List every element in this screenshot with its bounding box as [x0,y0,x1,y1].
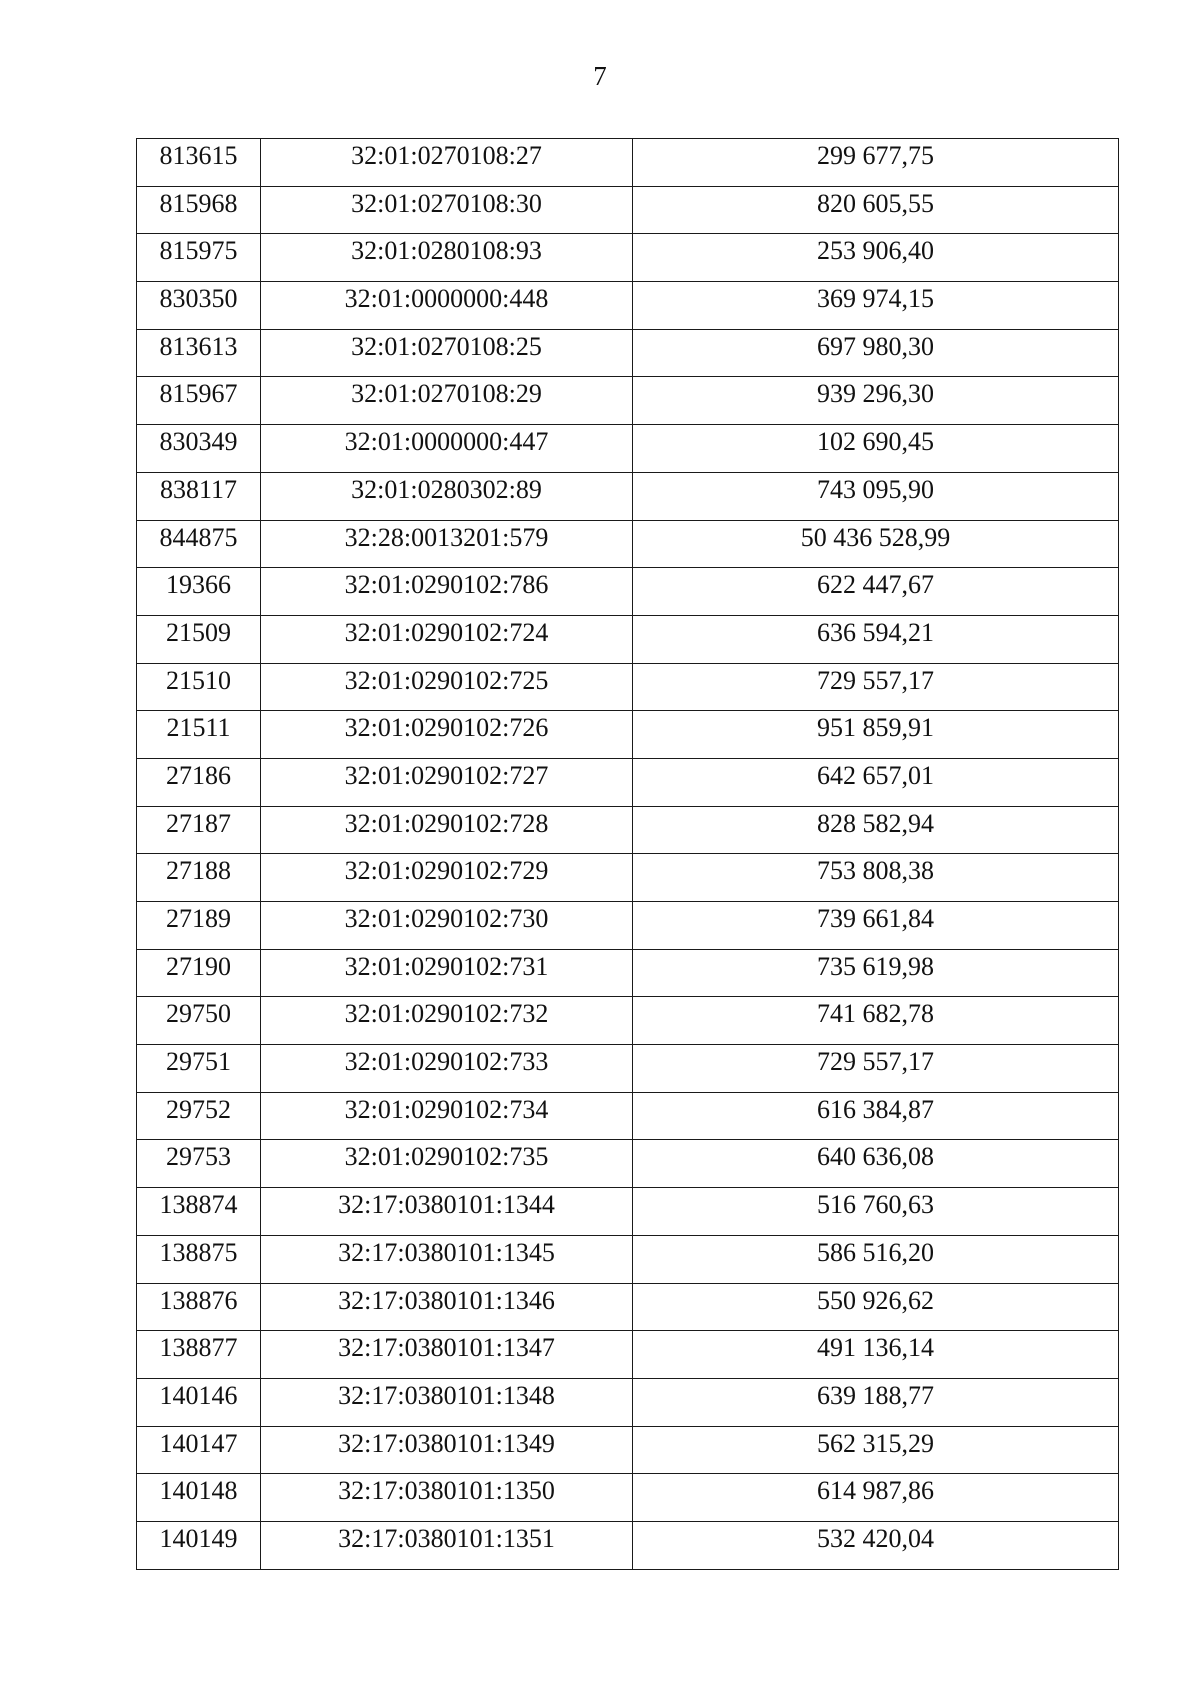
table-row [137,949,1119,997]
cadastral-number-cell: 32:17:0380101:1347 [261,1331,633,1379]
object-id-cell: 815968 [137,186,261,234]
table-row [137,1474,1119,1522]
value-cell: 729 557,17 [633,1045,1119,1093]
cadastral-number-cell: 32:01:0290102:724 [261,615,633,663]
value-cell: 369 974,15 [633,282,1119,330]
object-id-cell: 19366 [137,568,261,616]
cadastral-number-cell: 32:28:0013201:579 [261,520,633,568]
value-cell: 640 636,08 [633,1140,1119,1188]
object-id-cell: 29751 [137,1045,261,1093]
cadastral-number-cell: 32:01:0280302:89 [261,472,633,520]
page-number: 7 [593,61,607,91]
value-cell: 253 906,40 [633,234,1119,282]
value-cell: 516 760,63 [633,1188,1119,1236]
value-cell: 729 557,17 [633,663,1119,711]
table-row [137,568,1119,616]
value-cell: 562 315,29 [633,1426,1119,1474]
object-id-cell: 140149 [137,1521,261,1569]
value-cell: 586 516,20 [633,1235,1119,1283]
object-id-cell: 29753 [137,1140,261,1188]
object-id-cell: 815967 [137,377,261,425]
object-id-cell: 813615 [137,139,261,187]
cadastral-number-cell: 32:01:0290102:731 [261,949,633,997]
object-id-cell: 838117 [137,472,261,520]
value-cell: 820 605,55 [633,186,1119,234]
table-row [137,282,1119,330]
object-id-cell: 140147 [137,1426,261,1474]
object-id-cell: 138876 [137,1283,261,1331]
object-id-cell: 21511 [137,711,261,759]
value-cell: 532 420,04 [633,1521,1119,1569]
cadastral-number-cell: 32:01:0290102:729 [261,854,633,902]
cadastral-number-cell: 32:01:0000000:448 [261,282,633,330]
object-id-cell: 29750 [137,997,261,1045]
cadastral-number-cell: 32:01:0270108:27 [261,139,633,187]
value-cell: 299 677,75 [633,139,1119,187]
object-id-cell: 21509 [137,615,261,663]
value-cell: 622 447,67 [633,568,1119,616]
cadastral-number-cell: 32:01:0290102:725 [261,663,633,711]
value-cell: 102 690,45 [633,425,1119,473]
table-row [137,1331,1119,1379]
cadastral-number-cell: 32:01:0290102:786 [261,568,633,616]
cadastral-number-cell: 32:01:0270108:29 [261,377,633,425]
value-cell: 739 661,84 [633,902,1119,950]
object-id-cell: 27187 [137,806,261,854]
table-row [137,711,1119,759]
object-id-cell: 27190 [137,949,261,997]
cadastral-number-cell: 32:01:0270108:30 [261,186,633,234]
cadastral-number-cell: 32:01:0290102:732 [261,997,633,1045]
cadastral-number-cell: 32:01:0290102:727 [261,758,633,806]
table-row [137,1188,1119,1236]
table-row [137,1521,1119,1569]
cadastral-number-cell: 32:01:0280108:93 [261,234,633,282]
table-row [137,234,1119,282]
table-row [137,186,1119,234]
table-row [137,1045,1119,1093]
table-row [137,329,1119,377]
cadastral-number-cell: 32:01:0290102:734 [261,1092,633,1140]
cadastral-number-cell: 32:17:0380101:1349 [261,1426,633,1474]
object-id-cell: 29752 [137,1092,261,1140]
value-cell: 743 095,90 [633,472,1119,520]
object-id-cell: 138874 [137,1188,261,1236]
table-row [137,425,1119,473]
value-cell: 550 926,62 [633,1283,1119,1331]
table-row [137,615,1119,663]
table-row [137,472,1119,520]
cadastral-number-cell: 32:17:0380101:1350 [261,1474,633,1522]
table-row [137,139,1119,187]
cadastral-number-cell: 32:01:0290102:726 [261,711,633,759]
cadastral-number-cell: 32:01:0290102:733 [261,1045,633,1093]
table-row [137,1378,1119,1426]
object-id-cell: 830350 [137,282,261,330]
value-cell: 828 582,94 [633,806,1119,854]
table-row [137,758,1119,806]
table-row [137,520,1119,568]
object-id-cell: 21510 [137,663,261,711]
object-id-cell: 815975 [137,234,261,282]
value-cell: 939 296,30 [633,377,1119,425]
table-row [137,1235,1119,1283]
cadastral-number-cell: 32:01:0270108:25 [261,329,633,377]
data-table [136,138,1119,1570]
object-id-cell: 830349 [137,425,261,473]
value-cell: 614 987,86 [633,1474,1119,1522]
cadastral-number-cell: 32:17:0380101:1345 [261,1235,633,1283]
object-id-cell: 27188 [137,854,261,902]
value-cell: 642 657,01 [633,758,1119,806]
cadastral-number-cell: 32:01:0000000:447 [261,425,633,473]
table-body [137,139,1119,1570]
object-id-cell: 138875 [137,1235,261,1283]
value-cell: 697 980,30 [633,329,1119,377]
cadastral-number-cell: 32:17:0380101:1344 [261,1188,633,1236]
object-id-cell: 140148 [137,1474,261,1522]
object-id-cell: 813613 [137,329,261,377]
table-row [137,1426,1119,1474]
value-cell: 741 682,78 [633,997,1119,1045]
cadastral-number-cell: 32:17:0380101:1351 [261,1521,633,1569]
value-cell: 636 594,21 [633,615,1119,663]
table-row [137,1092,1119,1140]
table-row [137,806,1119,854]
table-row [137,663,1119,711]
cadastral-number-cell: 32:01:0290102:735 [261,1140,633,1188]
cadastral-number-cell: 32:01:0290102:728 [261,806,633,854]
table-row [137,854,1119,902]
cadastral-number-cell: 32:17:0380101:1348 [261,1378,633,1426]
cadastral-number-cell: 32:01:0290102:730 [261,902,633,950]
object-id-cell: 27186 [137,758,261,806]
table-row [137,902,1119,950]
object-id-cell: 27189 [137,902,261,950]
object-id-cell: 844875 [137,520,261,568]
value-cell: 491 136,14 [633,1331,1119,1379]
cadastral-number-cell: 32:17:0380101:1346 [261,1283,633,1331]
value-cell: 639 188,77 [633,1378,1119,1426]
value-cell: 753 808,38 [633,854,1119,902]
table-row [137,1140,1119,1188]
table-row [137,997,1119,1045]
value-cell: 616 384,87 [633,1092,1119,1140]
object-id-cell: 138877 [137,1331,261,1379]
table-row [137,1283,1119,1331]
value-cell: 735 619,98 [633,949,1119,997]
table-row [137,377,1119,425]
object-id-cell: 140146 [137,1378,261,1426]
value-cell: 50 436 528,99 [633,520,1119,568]
value-cell: 951 859,91 [633,711,1119,759]
